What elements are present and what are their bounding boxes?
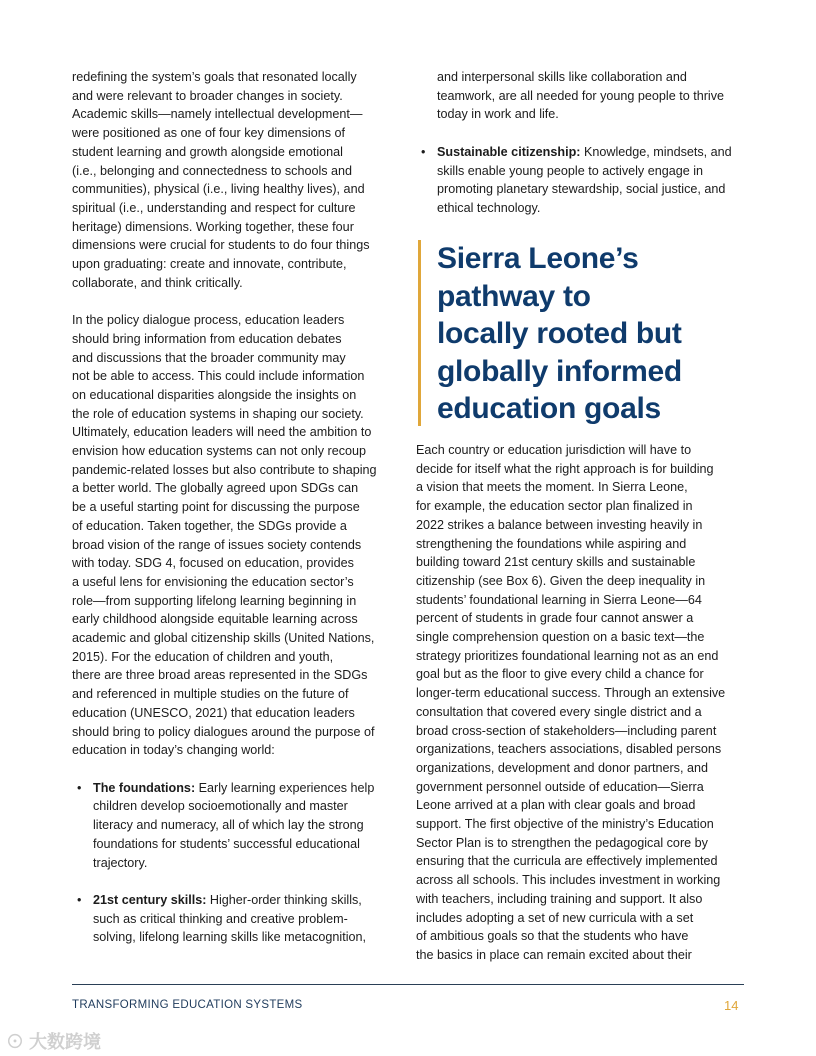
- section-heading: [418, 240, 682, 426]
- text-line: education (UNESCO, 2021) that education leaders: [72, 705, 355, 720]
- text-line: globally informed: [437, 354, 682, 388]
- text-line: 2015). For the education of children and youth,: [72, 649, 334, 664]
- paragraph: [72, 68, 402, 292]
- text-line: and discussions that the broader community may: [72, 350, 346, 365]
- text-fragment: Higher-order thinking skills,: [206, 892, 362, 907]
- text-line: single comprehension question on a basic text—the: [416, 630, 705, 645]
- text-line: collaborate, and think critically.: [72, 275, 243, 290]
- text-line: of ambitious goals so that the students who have: [416, 929, 689, 944]
- text-line: and interpersonal skills like collaboration and: [437, 70, 687, 84]
- text-line: should bring to policy dialogues around the purpose of: [72, 724, 375, 739]
- text-line: and were relevant to broader changes in society.: [72, 88, 343, 103]
- text-fragment: Knowledge, mindsets, and: [580, 144, 732, 159]
- text-line: trajectory.: [93, 855, 148, 870]
- text-line: a useful lens for envisioning the education sector’s: [72, 574, 354, 589]
- bullet-icon: •: [421, 144, 426, 159]
- text-line: upon graduating: create and innovate, contribute,: [72, 257, 347, 272]
- text-line: teamwork, are all needed for young people to thrive: [437, 88, 725, 103]
- text-line: communities), physical (i.e., living healthy lives), and: [72, 182, 365, 197]
- bullet-icon: •: [77, 780, 82, 795]
- text-line: children develop socioemotionally and master: [93, 799, 348, 814]
- text-line: today in work and life.: [437, 107, 559, 122]
- bullet-label: The foundations:: [93, 780, 196, 795]
- text-line: percent of students in grade four cannot answer a: [416, 611, 694, 626]
- text-line: ethical technology.: [437, 200, 541, 215]
- text-line: support. The first objective of the ministry’s Education: [416, 817, 714, 832]
- bullet-continuation: [416, 68, 756, 124]
- text-line: redefining the system’s goals that resonated locally: [72, 70, 357, 84]
- right-column: [416, 68, 756, 236]
- text-line: pandemic-related losses but also contribute to shaping: [72, 462, 377, 477]
- text-line: spiritual (i.e., understanding and respect for culture: [72, 200, 356, 215]
- text-line: education in today’s changing world:: [72, 743, 275, 758]
- text-line: (i.e., belonging and connectedness to schools and: [72, 163, 353, 178]
- text-line: broad vision of the range of issues society contends: [72, 537, 362, 552]
- bullet-item: [72, 891, 402, 947]
- text-line: building toward 21st century skills and sustainable: [416, 555, 696, 570]
- text-line: Ultimately, education leaders will need the ambition to: [72, 425, 372, 440]
- text-line: envision how education systems can not only recoup: [72, 444, 367, 459]
- text-line: academic and global citizenship skills (United Nations,: [72, 631, 375, 646]
- text-line: goal but as the floor to give every child a chance for: [416, 667, 704, 682]
- text-line: [437, 143, 756, 162]
- text-line: Sector Plan is to strengthen the pedagogical core by: [416, 835, 708, 850]
- watermark-logo: ⊙ 大数跨境: [6, 1032, 102, 1052]
- text-line: role—from supporting lifelong learning beginning in: [72, 593, 357, 608]
- text-line: on educational disparities alongside the insights on: [72, 387, 357, 402]
- text-line: Leone arrived at a plan with clear goals and broad: [416, 798, 696, 813]
- text-line: pathway to: [437, 279, 591, 313]
- text-line: consultation that covered every single district and a: [416, 704, 702, 719]
- text-line: [93, 891, 402, 910]
- text-line: longer-term educational success. Through an extensive: [416, 686, 726, 701]
- text-line: broad cross-section of stakeholders—including parent: [416, 723, 717, 738]
- text-line: dimensions were crucial for students to do four things: [72, 238, 370, 253]
- bullet-label: 21st century skills:: [93, 892, 207, 907]
- text-line: citizenship (see Box 6). Given the deep inequality in: [416, 573, 706, 588]
- text-line: with teachers, including training and support. It also: [416, 891, 703, 906]
- text-line: students’ foundational learning in Sierra Leone—64: [416, 592, 702, 607]
- text-line: locally rooted but: [437, 317, 682, 350]
- text-line: includes adopting a set of new curricula with a set: [416, 910, 694, 925]
- text-line: across all schools. This includes investment in working: [416, 873, 721, 888]
- text-line: promoting planetary stewardship, social justice, and: [437, 182, 726, 197]
- footer-divider: [72, 984, 744, 985]
- bullet-item: [416, 143, 756, 218]
- text-line: were positioned as one of four key dimensions of: [72, 126, 346, 141]
- text-line: not be able to access. This could include information: [72, 369, 365, 384]
- page-number: 14: [724, 998, 739, 1013]
- text-line: government personnel outside of education—Sierra: [416, 779, 704, 794]
- left-column: [72, 68, 402, 966]
- text-line: early childhood alongside equitable learning across: [72, 612, 358, 627]
- paragraph: [72, 311, 402, 760]
- text-line: such as critical thinking and creative problem-: [93, 911, 348, 926]
- text-line: for example, the education sector plan finalized in: [416, 499, 693, 514]
- text-line: organizations, development and donor partners, and: [416, 760, 708, 775]
- text-line: and referenced in multiple studies on the future of: [72, 687, 349, 702]
- text-fragment: Early learning experiences help: [195, 780, 375, 795]
- text-line: foundations for students’ successful educational: [93, 836, 360, 851]
- text-line: In the policy dialogue process, education leaders: [72, 313, 345, 328]
- text-line: 2022 strikes a balance between investing heavily in: [416, 517, 703, 532]
- text-line: Academic skills—namely intellectual development—: [72, 107, 363, 122]
- text-line: a better world. The globally agreed upon SDGs can: [72, 481, 359, 496]
- right-body: [416, 441, 756, 983]
- text-line: heritage) dimensions. Working together, these four: [72, 219, 354, 234]
- text-line: of education. Taken together, the SDGs provide a: [72, 518, 347, 533]
- text-line: strengthening the foundations while aspiring and: [416, 536, 687, 551]
- footer-title: TRANSFORMING EDUCATION SYSTEMS: [72, 999, 303, 1011]
- text-line: Sierra Leone’s: [437, 242, 639, 275]
- text-line: should bring information from education debates: [72, 331, 342, 346]
- text-line: ensuring that the curricula are effectively implemented: [416, 854, 718, 869]
- bullet-item: [72, 779, 402, 873]
- text-line: [93, 779, 402, 798]
- text-line: there are three broad areas represented in the SDGs: [72, 668, 368, 683]
- text-line: skills enable young people to actively engage in: [437, 163, 704, 178]
- text-line: a vision that meets the moment. In Sierra Leone,: [416, 480, 688, 495]
- text-line: literacy and numeracy, all of which lay the strong: [93, 818, 364, 833]
- text-line: decide for itself what the right approach is for building: [416, 461, 714, 476]
- text-line: solving, lifelong learning skills like metacognition,: [93, 930, 367, 945]
- text-line: education goals: [437, 392, 661, 425]
- text-line: the basics in place can remain excited about their: [416, 947, 692, 962]
- text-line: organizations, teachers associations, disabled persons: [416, 742, 722, 757]
- text-line: strategy prioritizes foundational learning not as an end: [416, 648, 719, 663]
- bullet-label: Sustainable citizenship:: [437, 144, 581, 159]
- bullet-icon: •: [77, 892, 82, 907]
- text-line: be a useful starting point for discussing the purpose: [72, 500, 360, 515]
- text-line: with today. SDG 4, focused on education, provides: [72, 556, 354, 571]
- text-line: Each country or education jurisdiction will have to: [416, 443, 692, 457]
- text-line: student learning and growth alongside emotional: [72, 144, 343, 159]
- text-line: the role of education systems in shaping our society.: [72, 406, 364, 421]
